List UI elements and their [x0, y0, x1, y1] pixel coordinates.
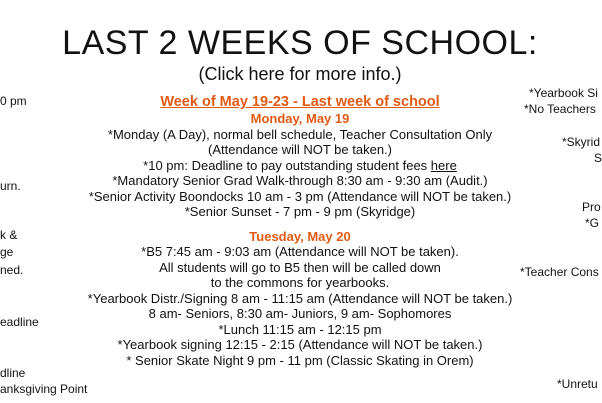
right-fragment: *G — [585, 216, 600, 230]
left-fragment: dline — [0, 366, 26, 380]
left-fragment: 0 pm — [0, 94, 27, 108]
schedule-line: *Senior Activity Boondocks 10 am - 3 pm (Attendance will NOT be taken.) — [88, 188, 512, 204]
schedule-line: *Yearbook signing 12:15 - 2:15 (Attendance will NOT be taken.) — [117, 337, 483, 352]
left-fragment: anksgiving Point — [0, 382, 88, 396]
schedule-line: *B5 7:45 am - 9:03 am (Attendance will NOT be taken). — [141, 244, 459, 259]
pay-fees-link[interactable]: here — [430, 157, 457, 173]
right-fragment: *Skyrid — [562, 135, 601, 149]
right-fragment: *Teacher Cons — [520, 265, 599, 279]
schedule-line: *Lunch 11:15 am - 12:15 pm — [218, 321, 382, 337]
right-fragment: S — [594, 151, 602, 165]
schedule-panel — [60, 94, 540, 377]
schedule-line: *Yearbook Distr./Signing 8 am - 11:15 am (Attendance will NOT be taken.) — [87, 290, 513, 306]
fees-line-text: *10 pm: Deadline to pay outstanding student fees — [143, 157, 431, 173]
more-info-link[interactable]: (Click here for more info.) — [198, 64, 402, 84]
schedule-line: *Mandatory Senior Grad Walk-through 8:30 am - 9:30 am (Audit.) — [112, 173, 488, 188]
page-title: LAST 2 WEEKS OF SCHOOL: — [62, 24, 538, 62]
right-fragment: *No Teachers — [524, 102, 596, 116]
week-heading[interactable]: Week of May 19-23 - Last week of school — [160, 94, 440, 110]
left-fragment: eadline — [0, 315, 39, 329]
schedule-line: All students will go to B5 then will be called down — [159, 259, 441, 275]
left-fragment: ge — [0, 245, 14, 259]
right-fragment: Pro — [582, 200, 601, 214]
schedule-line: 8 am- Seniors, 8:30 am- Juniors, 9 am- Sophomores — [148, 306, 452, 321]
right-fragment: *Unretu — [557, 377, 598, 391]
day-heading: Tuesday, May 20 — [249, 228, 351, 244]
fees-line — [60, 158, 540, 174]
left-fragment: urn. — [0, 179, 21, 193]
schedule-line: * Senior Skate Night 9 pm - 11 pm (Classic Skating in Orem) — [126, 352, 474, 368]
day-tuesday — [60, 229, 540, 369]
left-fragment: k & — [0, 228, 18, 242]
left-fragment: ned. — [0, 263, 24, 277]
right-fragment: *Yearbook Si — [529, 86, 598, 100]
schedule-line: *Senior Sunset - 7 pm - 9 pm (Skyridge) — [184, 204, 416, 219]
schedule-line: *Monday (A Day), normal bell schedule, Teacher Consultation Only — [107, 126, 493, 142]
schedule-line: (Attendance will NOT be taken.) — [207, 142, 392, 157]
day-heading: Monday, May 19 — [250, 111, 350, 126]
schedule-line: to the commons for yearbooks. — [210, 275, 390, 290]
day-monday — [60, 111, 540, 220]
